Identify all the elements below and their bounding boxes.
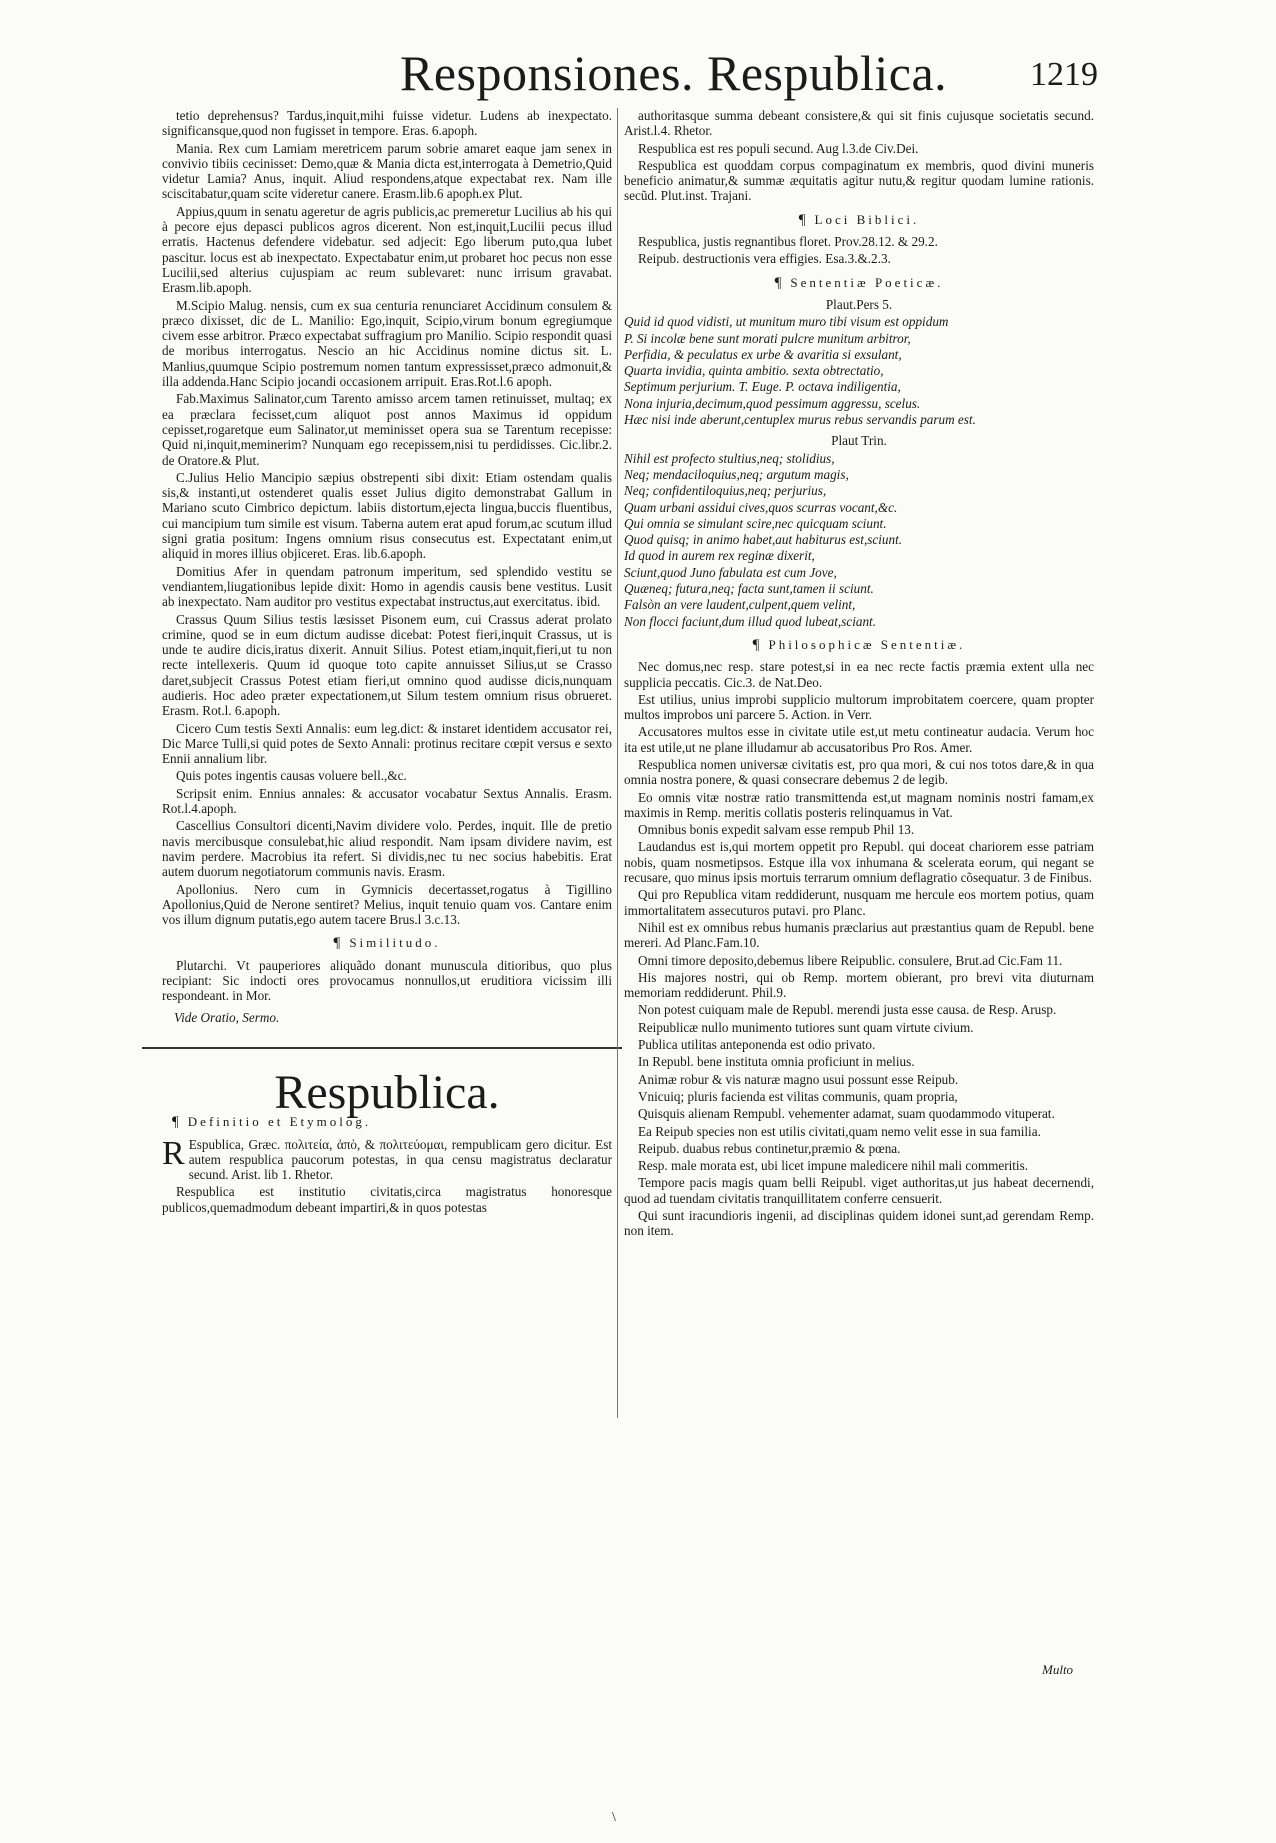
paragraph: Nec domus,nec resp. stare potest,si in ea nec recte factis præmia extent ulla nec supplicia peccatis. Cic.3. de Nat.Deo.	[624, 659, 1094, 690]
paragraph: M.Scipio Malug. nensis, cum ex sua centuria renunciaret Accidinum consulem & præco dixisset, dic de L. Manilio: Ego,inquit, Scipio,virum bonum egregiumque civem esse arbitror. Præco expectabat suffragium pro Manilio. Scipio respondit quasi de moribus interrogatus. Nescio an hic Accidinus nomine dictus sit. L. Manlius,quumque Scipio postremum nomen tantum expressisset,præco admonuit,& illa addenda.Hanc Scipio jocandi occasionem arripuit. Eras.Rot.l.6 apoph.	[162, 297, 612, 390]
section-rule	[142, 1047, 622, 1049]
pilcrow-icon: ¶	[752, 636, 763, 653]
paragraph: Crassus Quum Silius testis læsisset Pisonem eum, cui Crassus aderat prolato crimine, quod se in eum dictum audisse dicebat: Potest fieri,inquit Crassus, ut is unde te audire dicis,iratus dixerit. Annuit Silius. Potest etiam,inquit,fieri,ut tu non recte intellexeris. Quum id quoque toto capite annuisset Silius,ut se Crasso daret,subjecit Crassus Potest etiam fieri,ut omnino quod audisse dicis,nunquam audieris. Hoc adeo præter expectationem,ut Silum testem omnium risus obrueret. Erasm. Rot.l. 6.apoph.	[162, 611, 612, 719]
paragraph: Accusatores multos esse in civitate utile est,ut metu contineatur audacia. Verum hoc ita est utile,ut ne plane illudamur ab accusatoribus Pro Ros. Amer.	[624, 724, 1094, 755]
paragraph: Nihil est ex omnibus rebus humanis præclarius aut præstantius quam de Republ. bene mereri. Ad Planc.Fam.10.	[624, 919, 1094, 951]
right-intro	[624, 108, 1094, 204]
paragraph: Eo omnis vitæ nostræ ratio transmittenda est,ut magnam nominis nostri famam,ex maximis in Remp. meritis collatis posteris relinquamus in Vat.	[624, 789, 1094, 820]
trin-verses	[624, 451, 1094, 629]
cross-reference: Vide Oratio, Sermo.	[174, 1009, 280, 1025]
paragraph: Animæ robur & vis naturæ magno usui possunt esse Reipub.	[638, 1071, 959, 1087]
verse-line: Non flocci faciunt,dum illud quod lubeat,sciant.	[624, 613, 877, 629]
pers-verses	[624, 314, 1094, 427]
verse-line: Septimum perjurium. T. Euge. P. octava indiligentia,	[624, 379, 901, 395]
source-plaut-pers: Plaut.Pers 5.	[825, 296, 893, 312]
section-heading-similitudo: ¶ Similitudo.	[333, 935, 441, 952]
paragraph: Non potest cuiquam male de Republ. merendi justa esse causa. de Resp. Arusp.	[638, 1002, 1057, 1018]
section-heading-definitio: ¶ Definitio et Etymolog.	[172, 1114, 372, 1131]
drop-cap: R	[162, 1134, 185, 1172]
section-heading-poeticae: ¶ Sententiæ Poeticæ.	[774, 274, 944, 291]
pilcrow-icon: ¶	[798, 211, 809, 228]
paragraph: Tempore pacis magis quam belli Reipubl. viget authoritas,ut jus habeat decernendi, quod ad tuendam civitatis tranquillitatem conferre censuerit.	[624, 1175, 1094, 1206]
paragraph: Mania. Rex cum Lamiam meretricem parum sobrie amaret eaque jam senex in convivio tibiis cecinisset: Demo,quæ & Mania dicta est,interrogata à Demetrio,Quid videtur Lamia? Anus, inquit. Aliud respondens,atque expectabat rex. Nam ille sciscitabatur,quam scite videretur canere. Erasm.lib.6 apoph.ex Plut.	[162, 140, 612, 202]
paragraph: Quisquis alienam Rempubl. vehementer adamat, suam quodammodo vituperat.	[638, 1106, 1055, 1122]
paragraph: Quis potes ingentis causas voluere bell.,&c.	[176, 768, 407, 784]
column-divider	[617, 108, 618, 1418]
paragraph: Cicero Cum testis Sexti Annalis: eum leg.dict: & instaret identidem accusator rei, Dic Marce Tulli,si quid potes de Sexto Annali: protinus recitare cœpit versus e sexto Ennii annalium libr.	[162, 720, 612, 767]
pilcrow-icon: ¶	[333, 935, 344, 952]
paragraph: authoritasque summa debeant consistere,& qui sit finis cujusque societatis secund. Arist.l.4. Rhetor.	[624, 108, 1094, 139]
verse-line: Neq; confidentiloquius,neq; perjurius,	[624, 483, 827, 499]
paragraph: Scripsit enim. Ennius annales: & accusator vocabatur Sextus Annalis. Erasm. Rot.l.4.apoph.	[162, 785, 612, 817]
running-title: Responsiones. Respublica.	[400, 45, 948, 101]
page-header	[0, 40, 1276, 110]
paragraph: Domitius Afer in quendam patronum imperitum, sed splendido vestitu se vendiantem,liugationibus lepide dixit: Homo in agendis causis bene vestitus. Lusit ab inexpectato. Nam auditor pro vestitus expectabat instructus,aut exercitatus. ibid.	[162, 563, 612, 610]
verse-line: Quam urbani assidui cives,quos scurras vocant,&c.	[624, 499, 898, 515]
similitudo-text: Plutarchi. Vt pauperiores aliquãdo donant munuscula ditioribus, quo plus recipiant: Sic indocti ores provocamus nonnullos,ut eruditiora vicissim illi respondeant. in Mor.	[162, 957, 612, 1004]
right-column	[624, 108, 1094, 1241]
paragraph: Cascellius Consultori dicenti,Navim dividere volo. Perdes, inquit. Ille de pretio navis mercibusque consulebat,hic aliud respondit. Nam ipsam dividere navim, est navim perdere. Macrobius ita refert. Si dividis,nec tu nec socius habebitis. Erat autem duorum negotiatorum communis navis. Erasm.	[162, 818, 612, 880]
section-heading-philosophicae: ¶ Philosophicæ Sententiæ.	[752, 636, 966, 653]
paragraph: Resp. male morata est, ubi licet impune maledicere nihil mali commeritis.	[638, 1158, 1029, 1174]
paragraph: Reipublicæ nullo munimento tutiores sunt quam virtute civium.	[638, 1019, 974, 1035]
verse-line: Perfidia, & peculatus ex urbe & avaritia si exsulant,	[624, 346, 902, 362]
paragraph: Appius,quum in senatu ageretur de agris publicis,ac premeretur Lucilius ab his qui à pecore ejus depasci publicos agros dicerent. Non est,inquit,Lucilii pecus illud erratis. Hactenus defendere videbatur. sed adjecit: Ego liberum puto,qua lubet pascitur. locus est ab inexpectato. Expectabatur enim,ut probaret hoc pecus non esse Lucilii,sed alterius cujuspiam ac reum sublevaret: nunc irrisum gravabat. Erasm.lib.apoph.	[162, 203, 612, 296]
page-number: 1219	[1030, 56, 1098, 93]
paragraph: Vnicuiq; pluris facienda est vilitas communis, quam propria,	[638, 1088, 958, 1104]
list-item: Respublica, justis regnantibus floret. Prov.28.12. & 29.2.	[638, 234, 938, 250]
definitio-paragraph: R Espublica, Græc. πολιτεία, ἀπὸ, & πολιτεύομαι, rempublicam gero dicitur. Est autem respublica paucorum potestas, in qua censu magistratus declaratur secund. Arist. lib 1. Rhetor.	[162, 1134, 612, 1183]
left-paragraphs	[162, 108, 612, 927]
verse-line: Qui omnia se simulant scire,nec quicquam sciunt.	[624, 515, 887, 531]
paragraph: Laudandus est is,qui mortem oppetit pro Republ. qui doceat chariorem esse patriam nobis, quam nosmetipsos. Estque illa vox inhumana & scelerata eorum, qui negant se recusare, quo minus ipsis mortuis terrarum omnium deflagratio cõsequatur. 3 de Finibus.	[624, 839, 1094, 886]
paragraph: Apollonius. Nero cum in Gymnicis decertasset,rogatus à Tigillino Apollonius,Quid de Nerone sentiret? Melius, inquit tenuio quam vos. Cantare enim vos illum dignum putatis,ego autem tacere Brus.l 3.c.13.	[162, 881, 612, 928]
verse-line: Quod quisq; in animo habet,aut habiturus est,sciunt.	[624, 532, 903, 548]
verse-line: Quid id quod vidisti, ut munitum muro tibi visum est oppidum	[624, 314, 949, 330]
paragraph: His majores nostri, qui ob Remp. mortem obierant, pro brevi vita diuturnam memoriam reddiderunt. Phil.9.	[624, 969, 1094, 1001]
verse-line: Neq; mendaciloquius,neq; argutum magis,	[624, 466, 849, 482]
philosophicae-list	[624, 659, 1094, 1238]
paragraph: Respublica nomen universæ civitatis est, pro qua mori, & cui nos totos dare,& in qua omnia nostra ponere, & quasi consecrare debemus 2 de legib.	[624, 756, 1094, 788]
paragraph: Respublica est quoddam corpus compaginatum ex membris, quod divini muneris beneficio animatur,& summæ æquitatis agitur nutu,& regitur quodam lumine rationis. secũd. Plut.inst. Trajani.	[624, 157, 1094, 204]
paragraph: C.Julius Helio Mancipio sæpius obstrepenti sibi dixit: Etiam ostendam qualis sis,& instanti,ut ostenderet qualis esset Julius digito demonstrabat Gallum in Mariano scuto Cimbrico depictum. labiis distortum,ejecta lingua,buccis fluentibus, cui mancipium tum simile est visum. Taberna autem erat apud forum,ac scutum illud signi gratia positum: Ingens omnium risus consecutus est. Expectatant enim,ut aliquid in mores illius objiceret. Eras. lib.6.apoph.	[162, 469, 612, 562]
verse-line: Quarta invidia, quinta ambitio. sexta obtrectatio,	[624, 363, 884, 379]
paragraph: tetio deprehensus? Tardus,inquit,mihi fuisse videtur. Ludens ab inexpectato. significansque,quod non fugisset in tempore. Eras. 6.apoph.	[162, 108, 612, 139]
footer-mark: \	[612, 1810, 616, 1825]
verse-line: Sciunt,quod Juno fabulata est cum Jove,	[624, 564, 837, 580]
pilcrow-icon: ¶	[774, 274, 785, 291]
pilcrow-icon: ¶	[172, 1114, 182, 1131]
verse-line: Falsòn an vere laudent,culpent,quem velint,	[624, 597, 856, 613]
verse-line: Quæneq; futura,neq; facta sunt,tamen ii sciunt.	[624, 581, 874, 597]
paragraph: Omnibus bonis expedit salvam esse rempub Phil 13.	[638, 822, 915, 838]
section-heading-loci: ¶ Loci Biblici.	[798, 211, 920, 228]
definitio-paragraph-2: Respublica est institutio civitatis,circa magistratus honoresque publicos,quemadmodum debeant impartiri,& in quos potestas	[162, 1184, 612, 1215]
paragraph: Omni timore deposito,debemus libere Reipublic. consulere, Brut.ad Cic.Fam 11.	[638, 952, 1063, 968]
verse-line: P. Si incolæ bene sunt morati pulcre munitum arbitror,	[624, 330, 911, 346]
paragraph: Qui pro Republica vitam reddiderunt, nusquam me hercule eos mortem potius, quam immortalitatem assecuturos putavi. pro Planc.	[624, 887, 1094, 918]
catchword: Multo	[1042, 1662, 1074, 1677]
paragraph: In Republ. bene instituta omnia proficiunt in melius.	[638, 1054, 915, 1070]
paragraph: Fab.Maximus Salinator,cum Tarento amisso arcem tamen retinuisset, multaq; ex ea præclara fecisset,cum aliquot post annos Maximus id oppidum cepisset,rogaretque eum Salinator,ut meminisset opera sua se Tarentum recepisse: Quid ni,inquit,meminerim? Nunquam ego recepissem,nisi tu perdidisses. Cic.libr.2. de Oratore.& Plut.	[162, 391, 612, 468]
verse-line: Hæc nisi inde aberunt,centuplex murus rebus servandis parum est.	[624, 412, 976, 428]
paragraph: Est utilius, unius improbi supplicio multorum improbitatem coercere, quam propter multos improbos uni parcere 5. Action. in Verr.	[624, 691, 1094, 723]
paragraph: Respublica est res populi secund. Aug l.3.de Civ.Dei.	[638, 140, 919, 156]
left-column	[162, 108, 612, 1217]
paragraph: Reipub. duabus rebus continetur,præmio & pœna.	[638, 1140, 901, 1156]
loci-list	[624, 234, 1094, 267]
paragraph: Publica utilitas anteponenda est odio privato.	[638, 1037, 876, 1053]
paragraph: Ea Reipub species non est utilis civitati,quam nemo velit esse in sua familia.	[638, 1123, 1041, 1139]
verse-line: Nona injuria,decimum,quod pessimum aggressu, scelus.	[624, 395, 921, 411]
verse-line: Nihil est profecto stultius,neq; stolidius,	[624, 450, 835, 466]
list-item: Reipub. destructionis vera effigies. Esa.3.&.2.3.	[638, 251, 891, 267]
verse-line: Id quod in aurem rex reginæ dixerit,	[624, 548, 815, 564]
paragraph: Qui sunt iracundioris ingenii, ad disciplinas quidem idonei sunt,ad gerendam Remp. non item.	[624, 1208, 1094, 1239]
section-title: Respublica.	[274, 1065, 500, 1119]
source-plaut-trin: Plaut Trin.	[831, 433, 887, 449]
